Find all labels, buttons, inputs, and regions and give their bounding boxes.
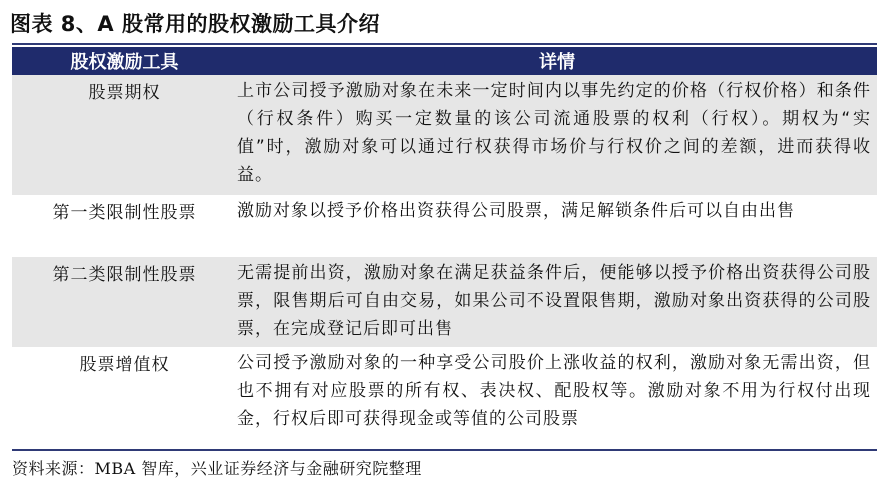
header-detail: 详情 xyxy=(237,47,877,75)
source-note: 资料来源：MBA 智库，兴业证券经济与金融研究院整理 xyxy=(12,459,422,478)
tool-detail: 上市公司授予激励对象在未来一定时间内以事先约定的价格（行权价格）和条件（行权条件）购买一定数量的该公司流通股票的权利（行权）。期权为“实值”时，激励对象可以通过行权获得市场价与行权价之间的差额，进而获得收益。 xyxy=(237,75,877,195)
header-tool: 股权激励工具 xyxy=(12,47,237,75)
tool-name: 第二类限制性股票 xyxy=(12,257,237,347)
tool-detail: 激励对象以授予价格出资获得公司股票，满足解锁条件后可以自由出售 xyxy=(237,201,795,221)
figure-title: 图表 8、A 股常用的股权激励工具介绍 xyxy=(10,12,380,36)
table-row xyxy=(12,257,877,347)
tool-detail: 无需提前出资，激励对象在满足获益条件后，便能够以授予价格出资获得公司股票，限售期后可自由交易，如果公司不设置限售期，激励对象出资获得的公司股票，在完成登记后即可出售 xyxy=(237,257,877,347)
tool-name: 第一类限制性股票 xyxy=(52,203,197,223)
tool-name: 股票增值权 xyxy=(79,355,170,375)
tool-name: 股票期权 xyxy=(12,75,237,195)
table-row xyxy=(12,347,877,465)
top-rule xyxy=(12,43,877,45)
table-row xyxy=(12,195,877,257)
table-header-row xyxy=(12,47,877,75)
tool-detail: 公司授予激励对象的一种享受公司股价上涨收益的权利，激励对象无需出资，但也不拥有对应股票的所有权、表决权、配股权等。激励对象不用为行权付出现金，行权后即可获得现金或等值的公司股票 xyxy=(237,353,871,429)
incentive-tools-table xyxy=(12,47,877,465)
bottom-rule xyxy=(12,449,877,451)
table-row xyxy=(12,75,877,195)
